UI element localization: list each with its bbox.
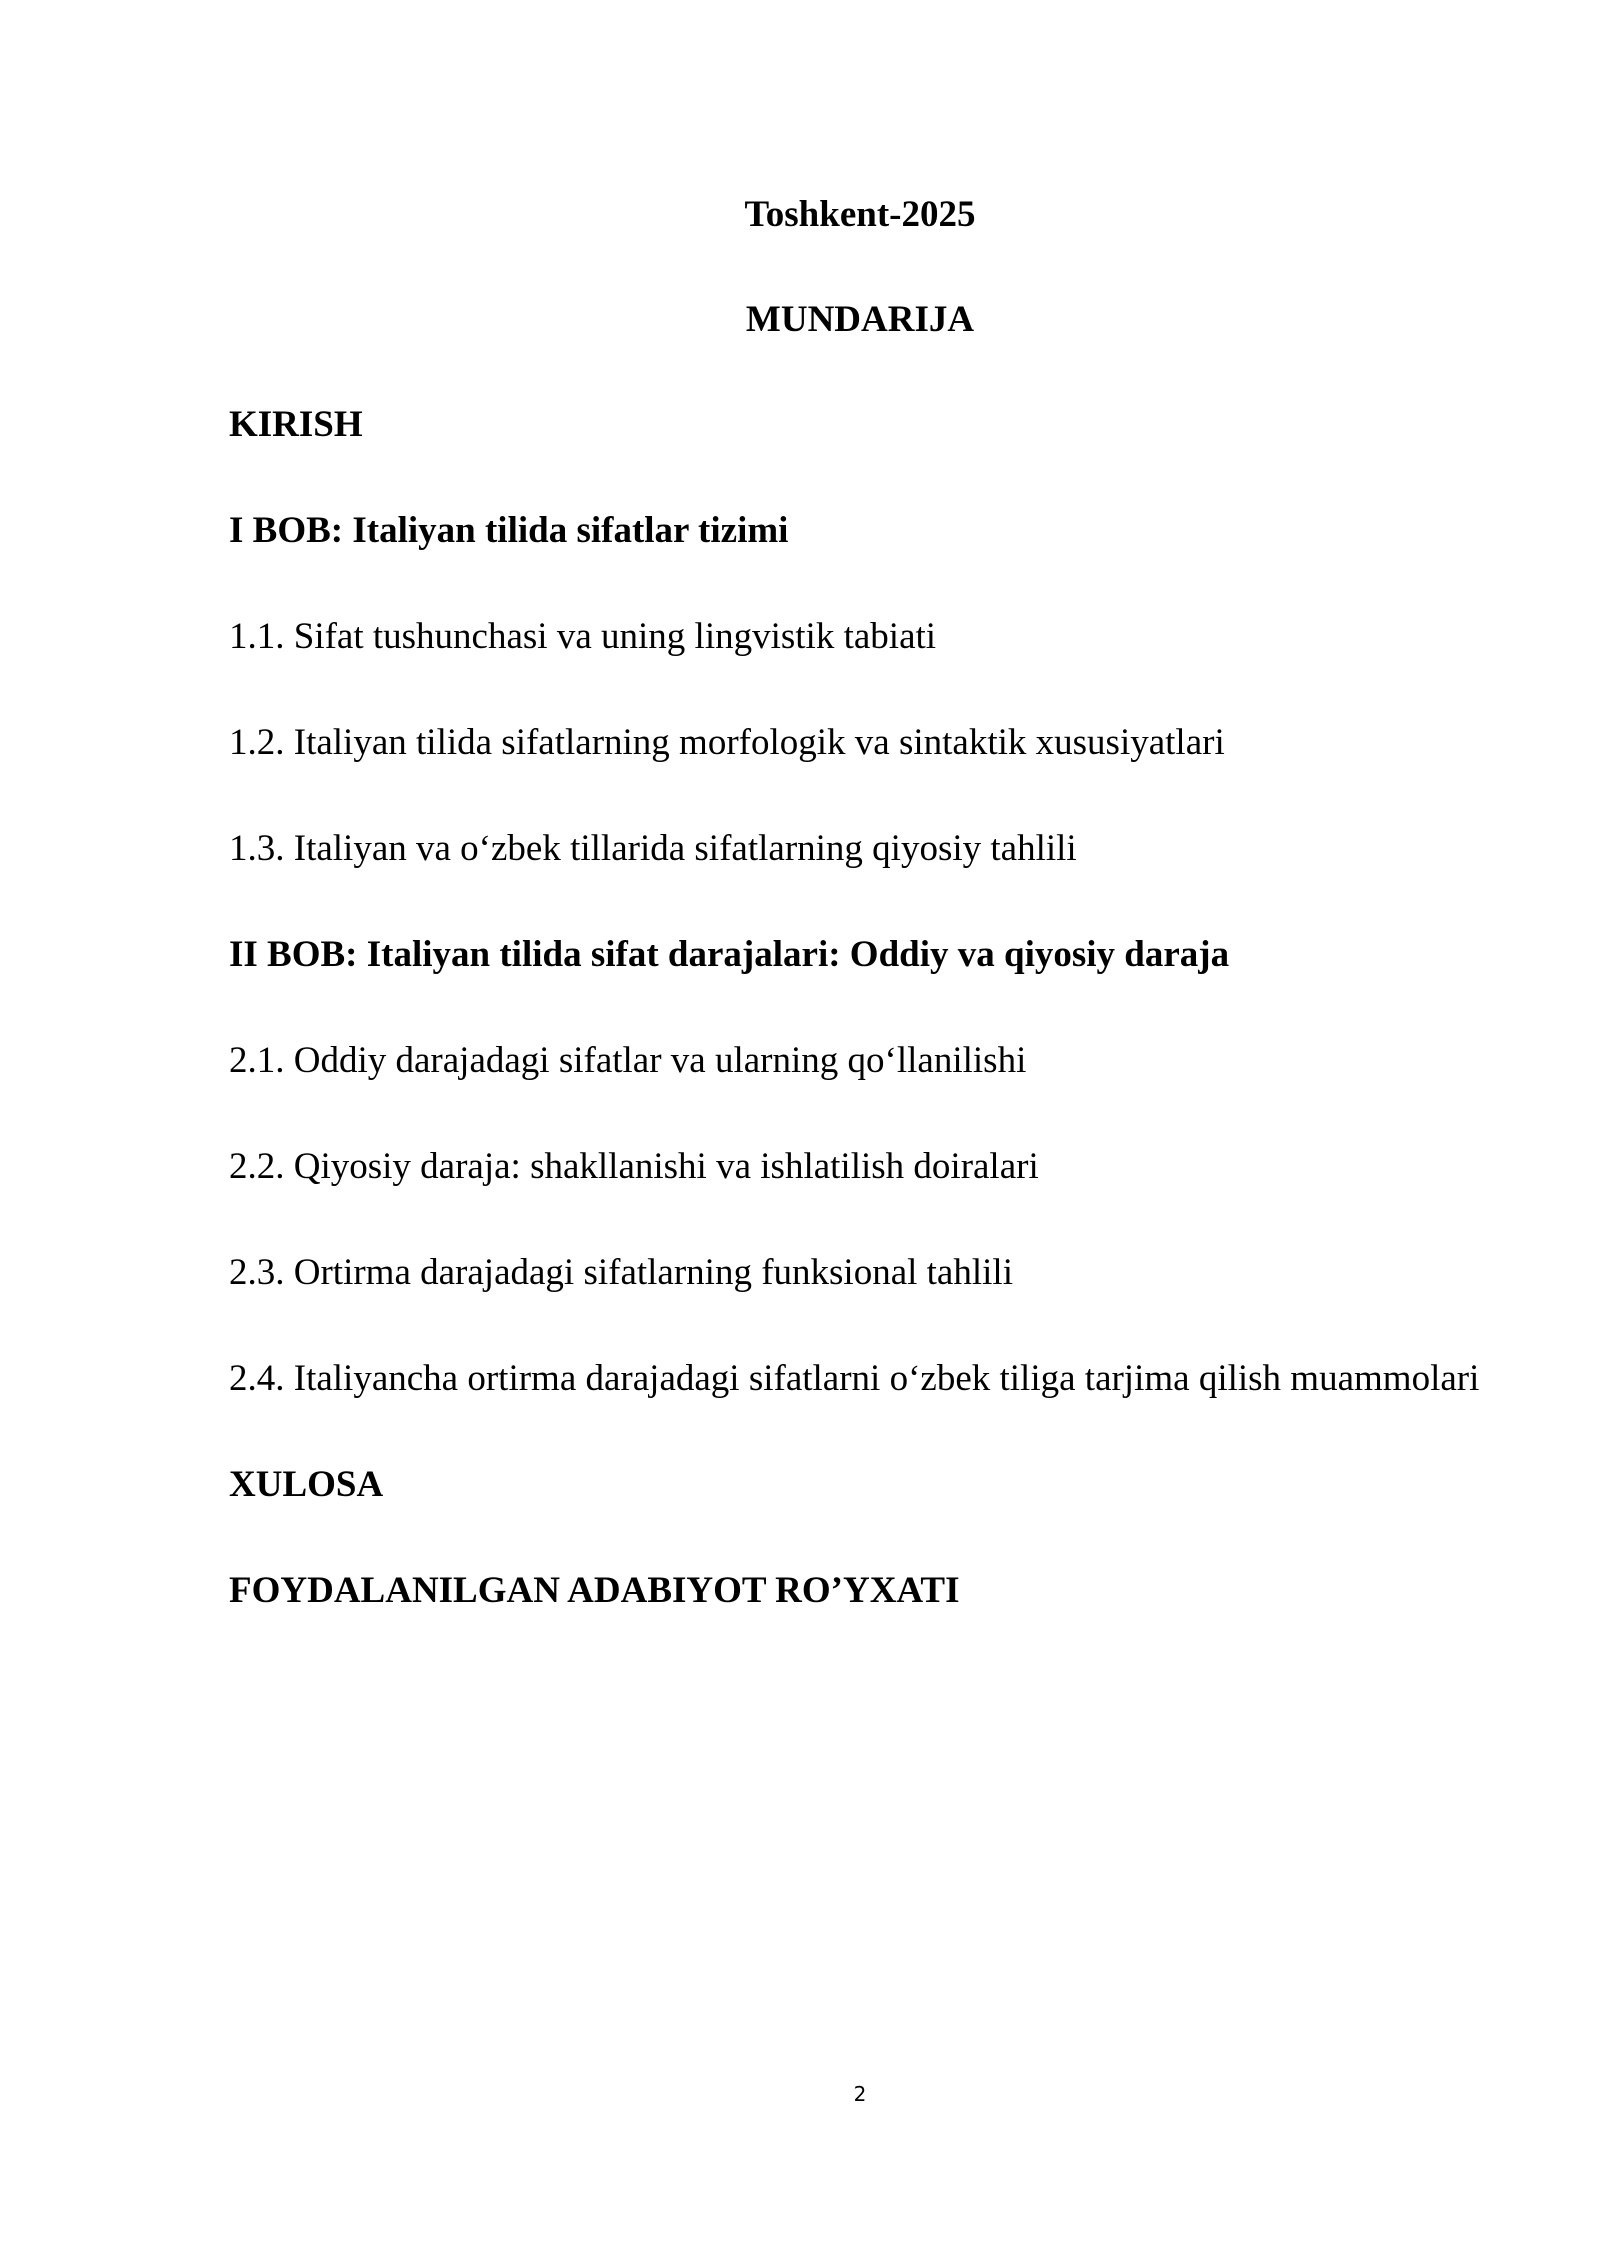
toc-item-2-3: 2.3. Ortirma darajadagi sifatlarning funksional tahlili xyxy=(229,1252,1013,1293)
toc-item-kirish: KIRISH xyxy=(229,404,363,445)
toc-item-1-2: 1.2. Italiyan tilida sifatlarning morfologik va sintaktik xususiyatlari xyxy=(229,722,1225,763)
toc-item-xulosa: XULOSA xyxy=(229,1464,384,1505)
city-year-heading: Toshkent-2025 xyxy=(744,194,976,235)
toc-item-1-3: 1.3. Italiyan va o‘zbek tillarida sifatlarning qiyosiy tahlili xyxy=(229,828,1077,869)
toc-item-2-1: 2.1. Oddiy darajadagi sifatlar va ularning qo‘llanilishi xyxy=(229,1040,1027,1081)
toc-item-2-2: 2.2. Qiyosiy daraja: shakllanishi va ishlatilish doiralari xyxy=(229,1146,1039,1187)
toc-item-chapter-1: I BOB: Italiyan tilida sifatlar tizimi xyxy=(229,510,789,551)
toc-item-2-4: 2.4. Italiyancha ortirma darajadagi sifatlarni o‘zbek tiliga tarjima qilish muammolari xyxy=(229,1358,1480,1399)
toc-item-bibliography: FOYDALANILGAN ADABIYOT RO’YXATI xyxy=(229,1570,960,1611)
toc-title: MUNDARIJA xyxy=(745,299,975,340)
toc-item-chapter-2: II BOB: Italiyan tilida sifat darajalari: Oddiy va qiyosiy daraja xyxy=(229,934,1230,975)
toc-item-1-1: 1.1. Sifat tushunchasi va uning lingvistik tabiati xyxy=(229,616,937,657)
page-number: 2 xyxy=(853,2082,867,2106)
table-of-contents xyxy=(229,400,1569,1672)
